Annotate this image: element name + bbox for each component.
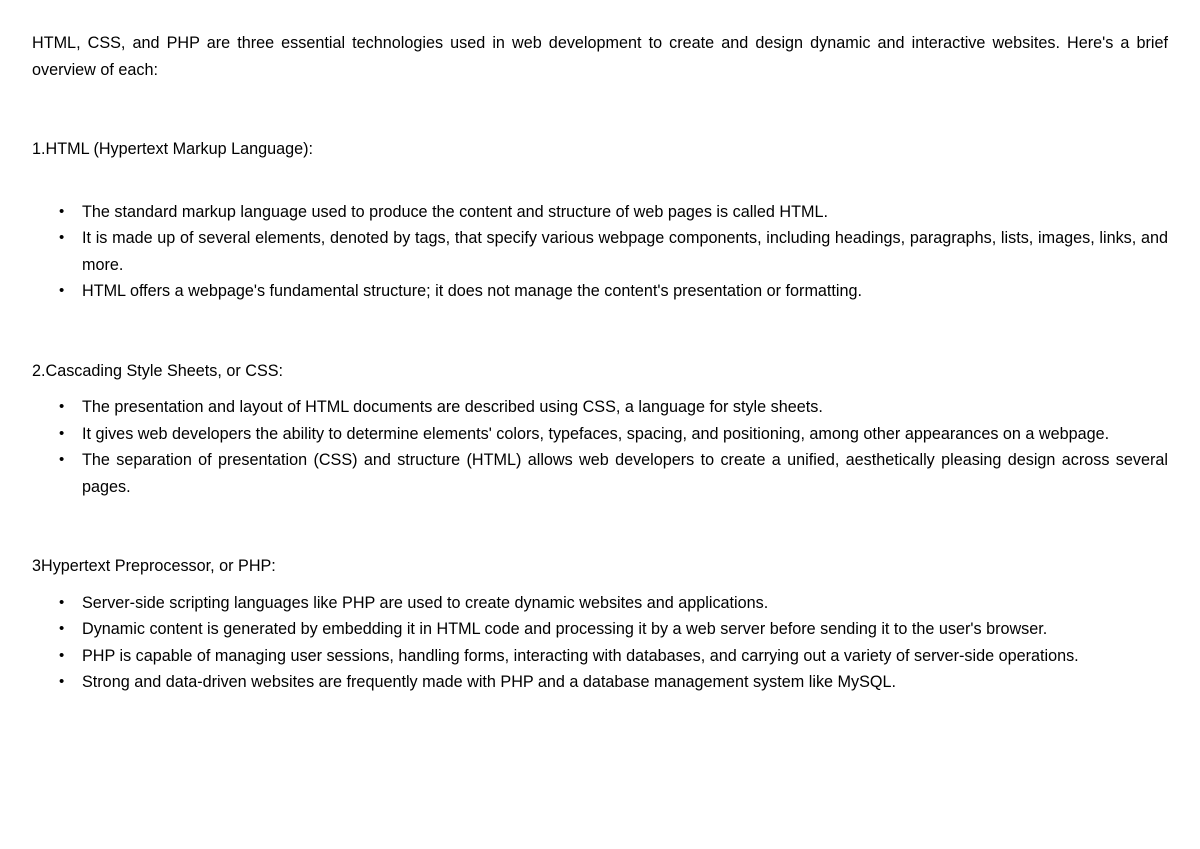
bullet-icon: •	[59, 424, 65, 442]
spacer	[32, 384, 1168, 394]
bullet-icon: •	[59, 282, 65, 299]
bullet-icon: •	[59, 398, 65, 415]
list-item	[32, 669, 1168, 696]
list-item	[32, 225, 1168, 278]
list-item	[32, 199, 1168, 226]
bullet-list-php	[32, 590, 1168, 696]
spacer	[32, 305, 1168, 358]
list-item-text: The presentation and layout of HTML documents are described using CSS, a language for style sheets.	[82, 398, 823, 416]
bullet-icon: •	[59, 620, 65, 637]
bullet-icon: •	[59, 229, 65, 246]
list-item-text: The separation of presentation (CSS) and structure (HTML) allows web developers to create a unified, aesthetically pleasing design across several pages.	[82, 451, 1168, 496]
bullet-list-css	[32, 394, 1168, 500]
intro-paragraph: HTML, CSS, and PHP are three essential technologies used in web development to create and design dynamic and interactive websites. Here's a brief overview of each:	[32, 34, 1168, 79]
spacer	[32, 500, 1168, 553]
list-item	[32, 278, 1168, 305]
bullet-icon: •	[59, 202, 65, 220]
bullet-icon: •	[59, 673, 65, 690]
list-item	[32, 616, 1168, 643]
spacer	[32, 83, 1168, 136]
document-body	[32, 30, 1168, 696]
bullet-list-html	[32, 199, 1168, 305]
section-heading-css: 2.Cascading Style Sheets, or CSS:	[32, 361, 284, 380]
bullet-icon: •	[59, 451, 65, 468]
list-item-text: HTML offers a webpage's fundamental structure; it does not manage the content's presentation or formatting.	[82, 282, 863, 300]
list-item	[32, 394, 1168, 421]
list-item-text: The standard markup language used to produce the content and structure of web pages is called HTML.	[82, 202, 828, 221]
list-item	[32, 447, 1168, 500]
spacer	[32, 189, 1168, 199]
list-item	[32, 590, 1168, 617]
bullet-icon: •	[59, 646, 65, 664]
spacer	[32, 580, 1168, 590]
list-item	[32, 421, 1168, 448]
section-heading-html: 1.HTML (Hypertext Markup Language):	[32, 140, 314, 158]
spacer	[32, 163, 1168, 189]
section-heading-php: 3Hypertext Preprocessor, or PHP:	[32, 557, 276, 575]
list-item-text: Server-side scripting languages like PHP are used to create dynamic websites and applications.	[82, 593, 769, 612]
list-item-text: Dynamic content is generated by embedding it in HTML code and processing it by a web server before sending it to the user's browser.	[82, 620, 1048, 638]
bullet-icon: •	[59, 593, 65, 611]
list-item-text: Strong and data-driven websites are frequently made with PHP and a database management system like MySQL.	[82, 673, 897, 691]
list-item	[32, 643, 1168, 670]
list-item-text: It is made up of several elements, denoted by tags, that specify various webpage components, including headings, paragraphs, lists, images, links, and more.	[82, 229, 1168, 274]
list-item-text: It gives web developers the ability to determine elements' colors, typefaces, spacing, and positioning, among other appearances on a webpage.	[82, 424, 1110, 443]
list-item-text: PHP is capable of managing user sessions, handling forms, interacting with databases, and carrying out a variety of server-side operations.	[82, 646, 1079, 665]
